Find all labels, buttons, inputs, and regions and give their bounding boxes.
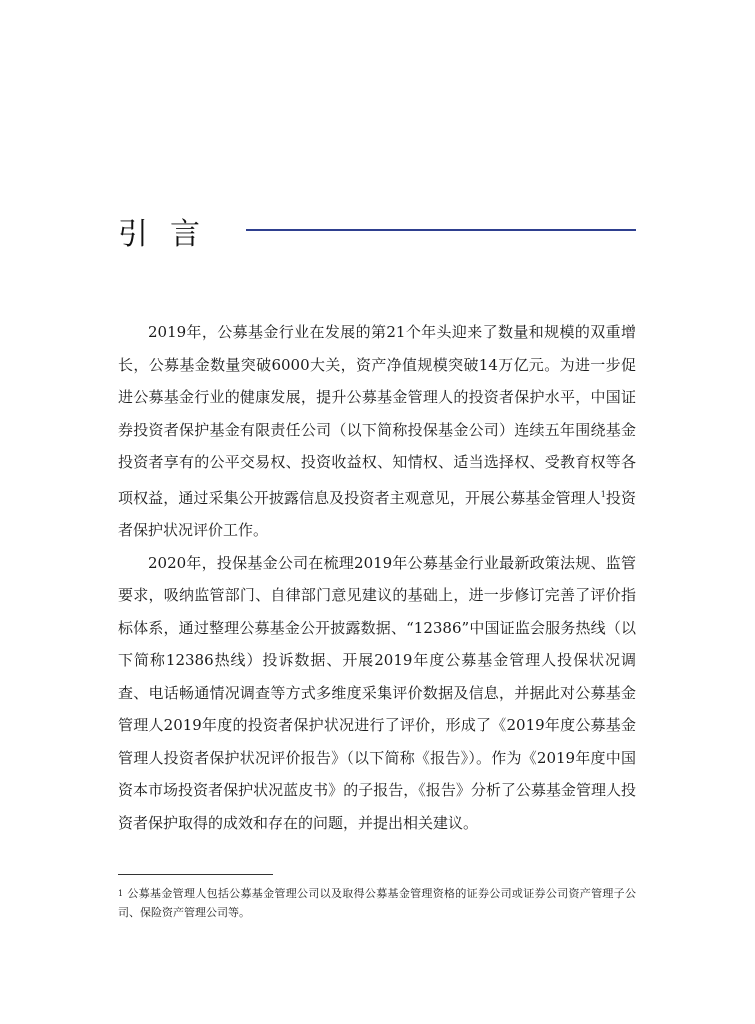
body-text <box>118 316 636 839</box>
paragraph-1-text: 2019年，公募基金行业在发展的第21个年头迎来了数量和规模的双重增长，公募基金数量突破6000大关，资产净值规模突破14万亿元。为进一步促进公募基金行业的健康发展，提升公募基金管理人的投资者保护水平，中国证券投资者保护基金有限责任公司（以下简称投保基金公司）连续五年围绕基金投资者享有的公平交易权、投资收益权、知情权、适当选择权、受教育权等各项权益，通过采集公开披露信息及投资者主观意见，开展公募基金管理人 <box>118 323 636 507</box>
footnote-reference[interactable]: 1 <box>600 489 606 499</box>
paragraph-1-end: 投资者保护状况评价工作。 <box>118 488 636 539</box>
paragraph-2: 2020年，投保基金公司在梳理2019年公募基金行业最新政策法规、监管要求，吸纳监管部门、自律部门意见建议的基础上，进一步修订完善了评价指标体系，通过整理公募基金公开披露数据、“12386”中国证监会服务热线（以下简称12386热线）投诉数据、开展2019年度公募基金管理人投保状况调查、电话畅通情况调查等方式多维度采集评价数据及信息，并据此对公募基金管理人2019年度的投资者保护状况进行了评价，形成了《2019年度公募基金管理人投资者保护状况评价报告》（以下简称《报告》）。作为《2019年度中国资本市场投资者保护状况蓝皮书》的子报告，《报告》分析了公募基金管理人投资者保护取得的成效和存在的问题，并提出相关建议。 <box>118 553 636 832</box>
section-heading <box>118 208 222 254</box>
section-title: 引言 <box>118 217 222 252</box>
footnote <box>118 884 636 922</box>
paragraph-1 <box>118 316 636 547</box>
footnote-divider <box>118 874 273 875</box>
footnote-text: 公募基金管理人包括公募基金管理公司以及取得公募基金管理资格的证券公司或证券公司资产管理子公司、保险资产管理公司等。 <box>118 887 636 919</box>
heading-rule <box>246 229 636 231</box>
footnote-mark: 1 <box>118 889 124 898</box>
